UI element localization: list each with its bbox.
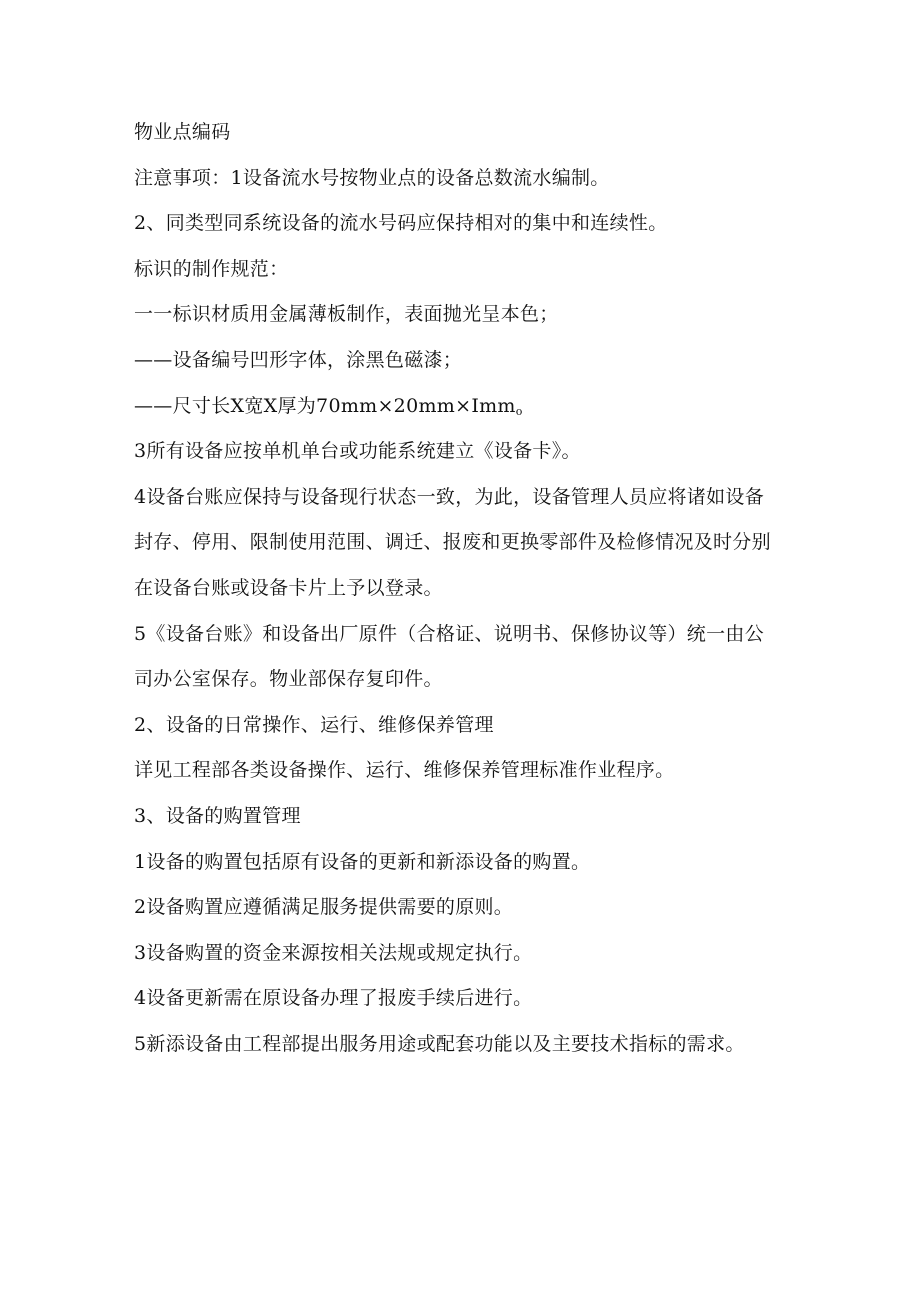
text-line-2: 注意事项：1设备流水号按物业点的设备总数流水编制。 [134,166,610,189]
text-line-5: 一一标识材质用金属薄板制作，表面抛光呈本色； [134,303,559,326]
text-line-8: 3所有设备应按单机单台或功能系统建立《设备卡》。 [134,440,581,463]
text-line-17: 1设备的购置包括原有设备的更新和新添设备的购置。 [134,850,591,873]
text-line-19: 3设备购置的资金来源按相关法规或规定执行。 [134,941,533,964]
text-line-4: 标识的制作规范： [134,257,289,280]
text-line-20: 4设备更新需在原设备办理了报废手续后进行。 [134,987,533,1010]
text-line-15: 详见工程部各类设备操作、运行、维修保养管理标准作业程序。 [134,759,675,782]
text-line-10: 封存、停用、限制使用范围、调迁、报废和更换零部件及检修情况及时分别 [134,531,771,554]
text-line-13: 司办公室保存。物业部保存复印件。 [134,668,443,691]
size-spec-suffix: o [515,404,523,418]
text-line-3: 2、同类型同系统设备的流水号码应保持相对的集中和连续性。 [134,212,668,235]
text-line-11: 在设备台账或设备卡片上予以登录。 [134,576,443,599]
text-line-9: 4设备台账应保持与设备现行状态一致，为此，设备管理人员应将诸如设备 [134,485,764,508]
text-line-1: 物业点编码 [134,121,231,143]
text-line-12: 5《设备台账》和设备出厂原件（合格证、说明书、保修协议等）统一由公 [134,622,764,645]
text-line-16: 3、设备的购置管理 [134,804,301,827]
text-line-6: ——设备编号凹形字体，涂黑色磁漆； [134,348,463,371]
text-line-21: 5新添设备由工程部提出服务用途或配套功能以及主要技术指标的需求。 [134,1032,745,1055]
size-spec-text: ——尺寸长X宽X厚为70mm×20mm×Imm [134,394,516,417]
text-line-14: 2、设备的日常操作、运行、维修保养管理 [134,713,494,736]
document-body [134,110,794,1067]
text-line-7 [134,384,794,430]
text-line-18: 2设备购置应遵循满足服务提供需要的原则。 [134,896,514,919]
